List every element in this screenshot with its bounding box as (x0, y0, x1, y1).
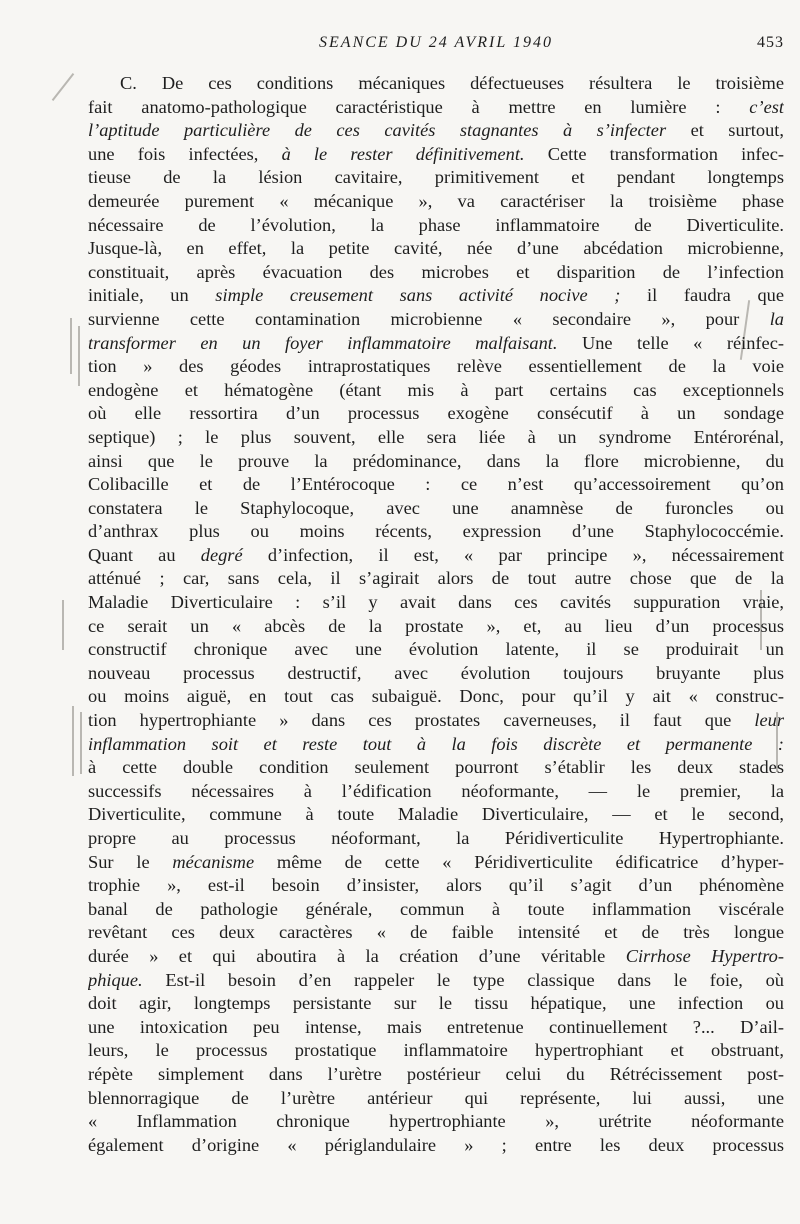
text-run: Maladie Diverticulaire : s’il y avait dans ces cavités suppuration vraie, (88, 592, 784, 613)
text-line (88, 685, 784, 709)
text-run: Cette transformation infec- (524, 143, 784, 164)
text-run: revêtant ces deux caractères « de faible intensité et de très longue (88, 922, 784, 943)
text-run: ce serait un « abcès de la prostate », et, au lieu d’un processus (88, 615, 784, 636)
running-head (88, 32, 784, 56)
text-run: une fois infectées, (88, 143, 282, 164)
text-line (88, 143, 784, 167)
text-line (88, 992, 784, 1016)
text-line (88, 450, 784, 474)
italic-run: l’aptitude particulière de ces cavités stagnantes à s’infecter (88, 120, 667, 141)
text-run: Jusque-là, en effet, la petite cavité, née d’une abcédation microbienne, (88, 238, 784, 259)
text-run: atténué ; car, sans cela, il s’agirait alors de tout autre chose que de la (88, 568, 784, 589)
text-line (88, 945, 784, 969)
text-run: même de cette « Péridiverticulite édificatrice d’hyper- (254, 851, 784, 872)
text-run: et surtout, (666, 120, 784, 141)
text-line (88, 780, 784, 804)
italic-run: à le rester définitivement. (281, 143, 525, 164)
text-run: endogène et hématogène (étant mis à part certains cas exceptionnels (88, 379, 784, 400)
text-run: durée » et qui aboutira à la création d’une véritable (88, 945, 626, 966)
text-run: banal de pathologie générale, commun à toute inflammation viscérale (88, 898, 784, 919)
text-line (88, 1039, 784, 1063)
margin-mark (70, 318, 72, 374)
text-run: constituait, après évacuation des microbes et disparition de l’infection (88, 261, 784, 282)
text-run: demeurée purement « mécanique », va caractériser la troisième phase (88, 190, 784, 211)
text-run: Une telle « réinfec- (557, 332, 784, 353)
margin-mark (62, 600, 64, 650)
text-run: nécessaire de l’évolution, la phase inflammatoire de Diverticulite. (88, 214, 784, 235)
text-run: C. De ces conditions mécaniques défectueuses résultera le troisième (120, 73, 784, 93)
text-line (88, 379, 784, 403)
text-run: constatera le Staphylocoque, avec une anamnèse de furoncles ou (88, 497, 784, 518)
text-run: où elle ressortira d’un processus exogène consécutif à un sondage (88, 403, 784, 424)
margin-mark (78, 326, 80, 386)
text-run: blennorragique de l’urètre antérieur qui représente, lui aussi, une (88, 1087, 784, 1108)
italic-run: inflammation soit et reste tout à la fois discrète et permanente : (88, 733, 784, 754)
text-line (88, 166, 784, 190)
italic-run: c’est (749, 96, 784, 117)
text-run: « Inflammation chronique hypertrophiante », urétrite néoformante (88, 1111, 784, 1132)
text-line (88, 332, 784, 356)
text-run: Sur le (88, 851, 173, 872)
text-line (88, 72, 784, 96)
text-run: Quant au (88, 544, 201, 565)
text-line (88, 898, 784, 922)
text-line (88, 615, 784, 639)
text-run: une intoxication peu intense, mais entretenue continuellement ?... D’ail- (88, 1016, 784, 1037)
text-run: nouveau processus destructif, avec évolution toujours bruyante plus (88, 662, 784, 683)
text-run: tion » des géodes intraprostatiques relève essentiellement de la voie (88, 356, 784, 377)
text-line (88, 284, 784, 308)
text-line (88, 96, 784, 120)
italic-run: degré (200, 544, 243, 565)
italic-run: la (769, 308, 784, 329)
text-line (88, 709, 784, 733)
text-run: d’infection, il est, « par principe », nécessairement (242, 544, 784, 565)
text-line (88, 1087, 784, 1111)
margin-mark (80, 712, 82, 774)
text-line (88, 827, 784, 851)
text-run: constructif chronique avec une évolution latente, il se produirait un (88, 639, 784, 660)
text-line (88, 473, 784, 497)
text-run: trophie », est-il besoin d’insister, alors qu’il s’agit d’un phénomène (88, 875, 784, 896)
text-run: Diverticulite, commune à toute Maladie Diverticulaire, — et le second, (88, 804, 784, 825)
margin-mark (72, 706, 74, 776)
text-run: survienne cette contamination microbienne « secondaire », pour (88, 308, 770, 329)
text-line (88, 756, 784, 780)
text-line (88, 969, 784, 993)
text-line (88, 308, 784, 332)
text-line (88, 355, 784, 379)
text-run: il faudra que (620, 285, 784, 306)
text-run: initiale, un (88, 285, 216, 306)
margin-mark (52, 73, 75, 101)
text-line (88, 921, 784, 945)
text-run: ou moins aiguë, en tout cas subaiguë. Donc, pour qu’il y ait « construc- (88, 686, 784, 707)
text-run: doit agir, longtemps persistante sur le tissu hépatique, une infection ou (88, 993, 784, 1014)
running-title: SEANCE DU 24 AVRIL 1940 (319, 34, 553, 51)
text-line (88, 803, 784, 827)
page-number: 453 (757, 34, 784, 51)
text-line (88, 544, 784, 568)
text-line (88, 190, 784, 214)
text-line (88, 567, 784, 591)
text-run: Colibacille et de l’Entérocoque : ce n’est qu’accessoirement qu’on (88, 474, 784, 495)
text-line (88, 119, 784, 143)
text-run: tieuse de la lésion cavitaire, primitivement et pendant longtemps (88, 167, 784, 188)
text-line (88, 237, 784, 261)
text-run: successifs nécessaires à l’édification néoformante, — le premier, la (88, 780, 784, 801)
text-run: propre au processus néoformant, la Péridiverticulite Hypertrophiante. (88, 828, 784, 848)
text-line (88, 874, 784, 898)
text-run: Est-il besoin d’en rappeler le type classique dans le foie, où (142, 969, 784, 990)
text-line (88, 733, 784, 757)
text-run: à cette double condition seulement pourront s’établir les deux stades (88, 757, 784, 778)
italic-run: mécanisme (172, 851, 255, 872)
text-run: septique) ; le plus souvent, elle sera liée à un syndrome Entérorénal, (88, 426, 784, 447)
text-run: tion hypertrophiante » dans ces prostates caverneuses, il faut que (88, 710, 755, 731)
text-line (88, 214, 784, 238)
italic-run: simple creusement sans activité nocive ; (215, 285, 621, 306)
text-line (88, 426, 784, 450)
text-line (88, 1110, 784, 1134)
text-line (88, 1063, 784, 1087)
text-run: répète simplement dans l’urètre postérieur celui du Rétrécissement post- (88, 1063, 784, 1084)
text-run: également d’origine « périglandulaire » ; entre les deux processus (88, 1134, 784, 1155)
text-line (88, 1134, 784, 1158)
text-line (88, 638, 784, 662)
italic-run: leur (754, 710, 784, 731)
text-line (88, 497, 784, 521)
text-line (88, 662, 784, 686)
text-line (88, 402, 784, 426)
text-line (88, 261, 784, 285)
text-line (88, 520, 784, 544)
text-run: ainsi que le prouve la prédominance, dans la flore microbienne, du (88, 450, 784, 471)
italic-run: phique. (88, 969, 143, 990)
text-line (88, 591, 784, 615)
italic-run: Cirrhose Hypertro- (625, 945, 784, 966)
text-run: fait anatomo-pathologique caractéristique à mettre en lumière : (88, 96, 750, 117)
text-line (88, 1016, 784, 1040)
body-text (88, 72, 784, 1157)
italic-run: transformer en un foyer inflammatoire malfaisant. (88, 332, 558, 353)
text-line (88, 851, 784, 875)
text-run: leurs, le processus prostatique inflammatoire hypertrophiant et obstruant, (88, 1040, 784, 1061)
text-run: d’anthrax plus ou moins récents, expression d’une Staphylococcémie. (88, 521, 784, 542)
